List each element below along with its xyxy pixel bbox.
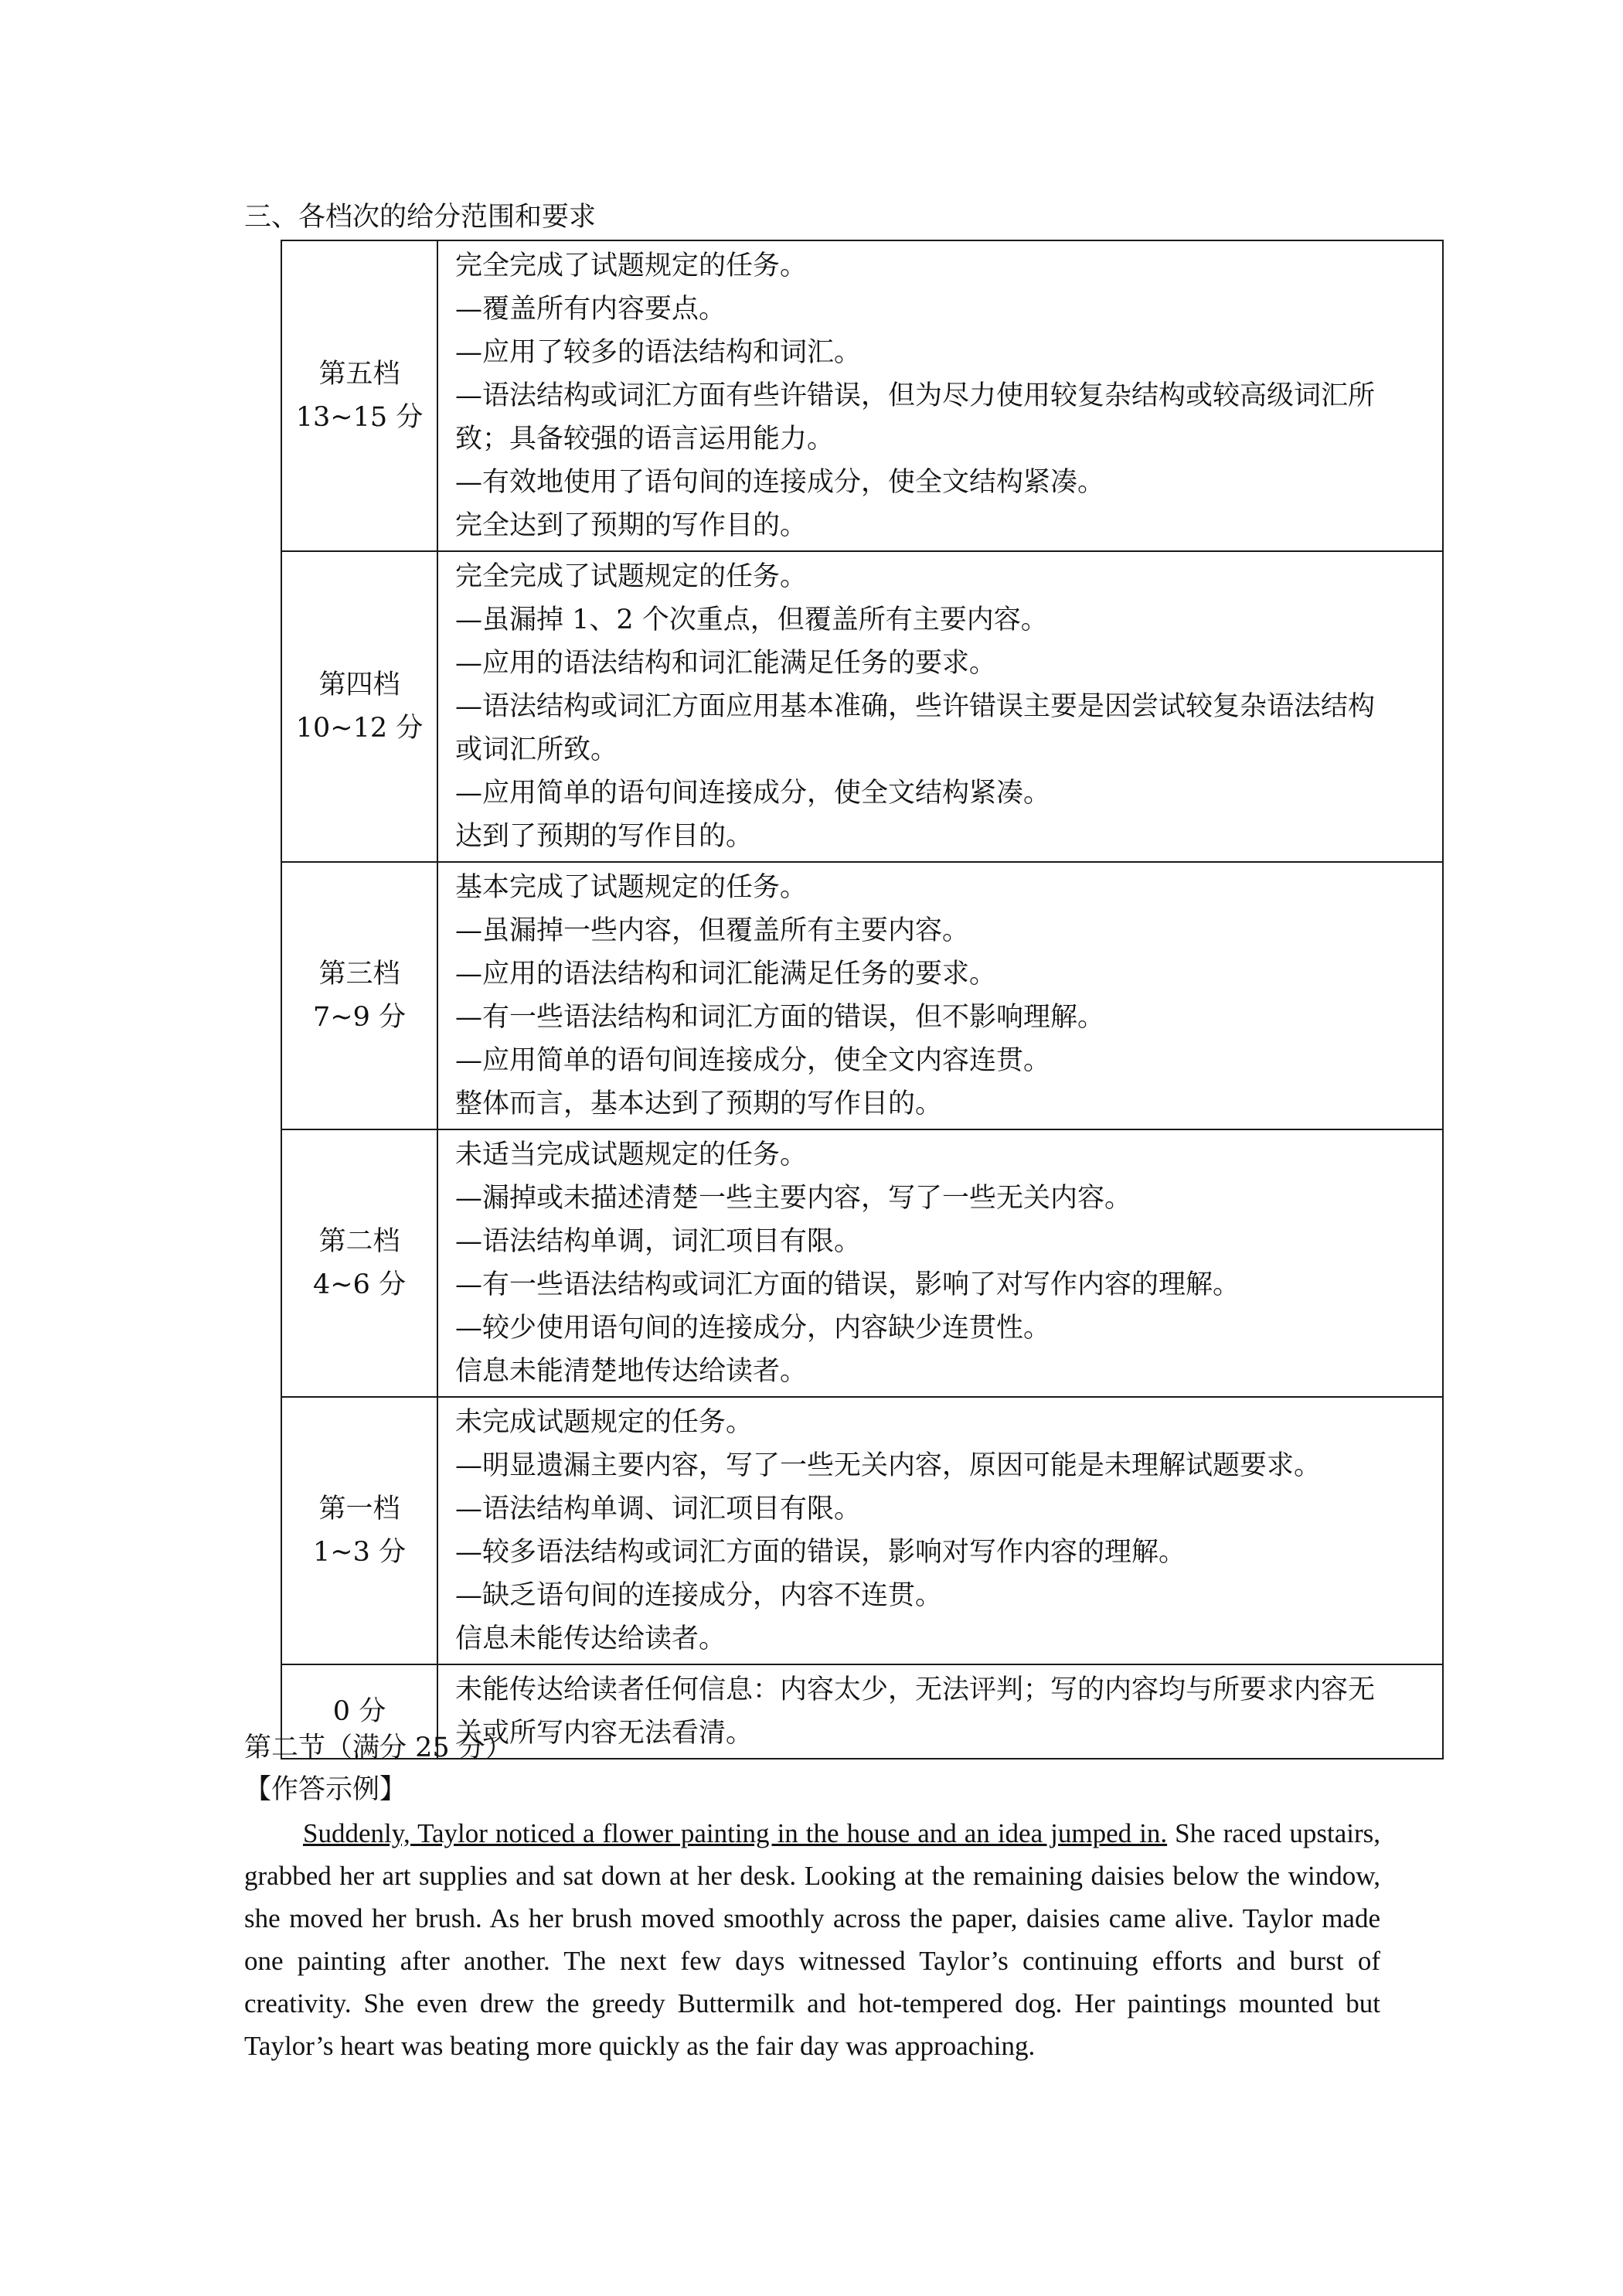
rubric-description-cell	[437, 240, 1443, 551]
rubric-criterion-line: —应用的语法结构和词汇能满足任务的要求。	[455, 959, 997, 990]
rubric-description-cell	[437, 862, 1443, 1129]
rubric-criterion-line: —应用简单的语句间连接成分，使全文内容连贯。	[455, 1045, 1051, 1076]
rubric-level-cell	[281, 240, 437, 551]
rubric-criterion-line: 致；具备较强的语言运用能力。	[455, 424, 835, 455]
level-score-range: 4~6 分	[313, 1269, 406, 1300]
rubric-row	[281, 240, 1443, 551]
rubric-level-cell	[281, 862, 437, 1129]
rubric-criterion-line: 信息未能清楚地传达给读者。	[455, 1356, 808, 1387]
rubric-criterion-line: 关或所写内容无法看清。	[455, 1718, 754, 1749]
level-name: 第五档	[318, 359, 400, 390]
level-score-range: 0 分	[332, 1696, 386, 1727]
rubric-level-cell	[281, 551, 437, 862]
rubric-level-cell	[281, 1397, 437, 1664]
rubric-criterion-line: 整体而言，基本达到了预期的写作目的。	[455, 1088, 943, 1119]
rubric-description-cell	[437, 1664, 1443, 1759]
rubric-criterion-line: —较少使用语句间的连接成分，内容缺少连贯性。	[455, 1313, 1051, 1344]
rubric-criterion-line: —有效地使用了语句间的连接成分，使全文结构紧凑。	[455, 467, 1105, 498]
rubric-criterion-line: 未适当完成试题规定的任务。	[455, 1139, 808, 1170]
rubric-criterion-line: —明显遗漏主要内容，写了一些无关内容，原因可能是未理解试题要求。	[455, 1450, 1322, 1481]
rubric-description-cell	[437, 1129, 1443, 1397]
rubric-criterion-line: 基本完成了试题规定的任务。	[455, 872, 808, 903]
rubric-level-cell	[281, 1129, 437, 1397]
rubric-criterion-line: —漏掉或未描述清楚一些主要内容，写了一些无关内容。	[455, 1183, 1132, 1214]
rubric-criterion-line: —语法结构或词汇方面有些许错误，但为尽力使用较复杂结构或较高级词汇所	[455, 380, 1376, 411]
rubric-criterion-line: 或词汇所致。	[455, 734, 618, 765]
rubric-row	[281, 1397, 1443, 1664]
scoring-rubric-table	[281, 240, 1444, 1759]
rubric-criterion-line: —应用了较多的语法结构和词汇。	[455, 337, 862, 368]
rubric-criterion-line: 完全完成了试题规定的任务。	[455, 561, 808, 592]
essay-underlined-opening: Suddenly, Taylor noticed a flower painting in the house and an idea jumped in.	[303, 1818, 1168, 1848]
section-two-title: 第二节（满分 25 分）	[244, 1732, 512, 1763]
rubric-description-cell	[437, 1397, 1443, 1664]
level-score-range: 13~15 分	[295, 402, 424, 433]
rubric-criterion-line: —虽漏掉一些内容，但覆盖所有主要内容。	[455, 915, 970, 946]
rubric-criterion-line: —有一些语法结构或词汇方面的错误，影响了对写作内容的理解。	[455, 1269, 1240, 1300]
rubric-criterion-line: —应用简单的语句间连接成分，使全文结构紧凑。	[455, 778, 1051, 809]
rubric-criterion-line: 信息未能传达给读者。	[455, 1623, 726, 1654]
rubric-table-body	[281, 240, 1443, 1759]
rubric-criterion-line: —语法结构或词汇方面应用基本准确，些许错误主要是因尝试较复杂语法结构	[455, 691, 1376, 722]
rubric-criterion-line: —语法结构单调，词汇项目有限。	[455, 1226, 862, 1257]
rubric-criterion-line: —覆盖所有内容要点。	[455, 294, 726, 325]
rubric-row	[281, 551, 1443, 862]
example-answer-label: 【作答示例】	[244, 1774, 407, 1805]
rubric-criterion-line: 完全达到了预期的写作目的。	[455, 510, 808, 541]
rubric-description-cell	[437, 551, 1443, 862]
rubric-criterion-line: 未完成试题规定的任务。	[455, 1407, 754, 1438]
example-essay-paragraph	[244, 1812, 1380, 2067]
rubric-criterion-line: —较多语法结构或词汇方面的错误，影响对写作内容的理解。	[455, 1537, 1186, 1568]
essay-body-text: She raced upstairs, grabbed her art supplies and sat down at her desk. Looking at the remaining daisies below the window, she moved her brush. As her brush moved smoothly across the paper, daisies came alive. Taylor made one painting after another. The next few days witnessed Taylor’s continuing efforts and burst of creativity. She even drew the greedy Buttermilk and hot-tempered dog. Her paintings mounted but Taylor’s heart was beating more quickly as the fair day was approaching.	[244, 1818, 1381, 2061]
level-name: 第二档	[318, 1226, 400, 1257]
rubric-criterion-line: —缺乏语句间的连接成分，内容不连贯。	[455, 1580, 943, 1611]
level-score-range: 7~9 分	[313, 1002, 406, 1033]
level-name: 第四档	[318, 669, 400, 700]
rubric-row	[281, 862, 1443, 1129]
level-score-range: 10~12 分	[295, 713, 424, 744]
rubric-criterion-line: —语法结构单调、词汇项目有限。	[455, 1494, 862, 1524]
rubric-criterion-line: 未能传达给读者任何信息：内容太少，无法评判；写的内容均与所要求内容无	[455, 1674, 1376, 1705]
rubric-criterion-line: 完全完成了试题规定的任务。	[455, 250, 808, 281]
rubric-criterion-line: —有一些语法结构和词汇方面的错误，但不影响理解。	[455, 1002, 1105, 1033]
level-score-range: 1~3 分	[313, 1537, 406, 1568]
section-heading: 三、各档次的给分范围和要求	[244, 202, 597, 233]
rubric-row	[281, 1129, 1443, 1397]
rubric-criterion-line: —虽漏掉 1、2 个次重点，但覆盖所有主要内容。	[455, 605, 1048, 635]
rubric-criterion-line: —应用的语法结构和词汇能满足任务的要求。	[455, 648, 997, 679]
rubric-criterion-line: 达到了预期的写作目的。	[455, 821, 754, 852]
level-name: 第三档	[318, 959, 400, 990]
level-name: 第一档	[318, 1494, 400, 1524]
